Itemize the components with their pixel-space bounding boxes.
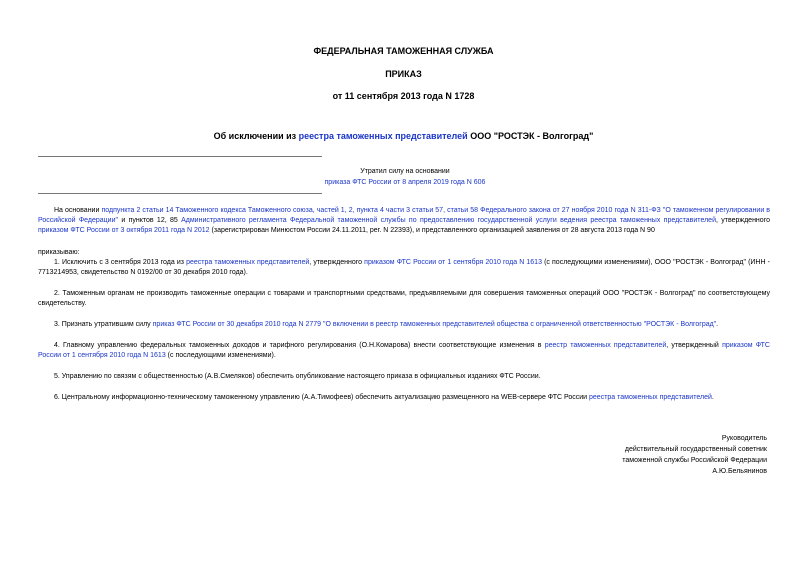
preamble-text-3: , утвержденного xyxy=(716,217,770,224)
item-1-text-1: 1. Исключить с 3 сентября 2013 года из xyxy=(54,259,187,266)
org-name: ФЕДЕРАЛЬНАЯ ТАМОЖЕННАЯ СЛУЖБА xyxy=(313,46,494,56)
lost-force-link[interactable]: приказа ФТС России от 8 апреля 2019 года N 606 xyxy=(324,179,486,186)
signature-block xyxy=(622,433,767,477)
item-1-registry-link[interactable]: реестра таможенных представителей xyxy=(186,259,310,266)
signature-position: Руководитель xyxy=(721,435,767,442)
item-5-text: 5. Управлению по связям с общественностью (А.В.Смеляков) обеспечить опубликование настоящего приказа в официальных изданиях ФТС России. xyxy=(54,373,541,380)
lost-force-note xyxy=(290,166,520,188)
order-2012-link[interactable]: приказом ФТС России от 3 октября 2011 года N 2012 xyxy=(38,227,210,234)
preamble xyxy=(38,206,770,236)
registry-link[interactable]: реестра таможенных представителей xyxy=(298,131,468,141)
item-6 xyxy=(38,393,770,403)
item-5 xyxy=(38,372,770,382)
item-3-text-2: . xyxy=(716,321,719,328)
divider-bottom xyxy=(38,193,322,194)
item-3-order-2779-link[interactable]: приказ ФТС России от 30 декабря 2010 года N 2779 "О включении в реестр таможенных представителей общества с ограниченной ответственностью "РОСТЭК - Волгоград" xyxy=(152,321,717,328)
doc-type: ПРИКАЗ xyxy=(385,69,422,79)
lost-force-text: Утратил силу на основании xyxy=(360,168,450,175)
item-4-text-3: (с последующими изменениями). xyxy=(165,352,276,359)
item-1-order-1613-link[interactable]: приказом ФТС России от 1 сентября 2010 года N 1613 xyxy=(364,259,542,266)
item-4-text-2: , утвержденный xyxy=(666,342,723,349)
doc-date-number: от 11 сентября 2013 года N 1728 xyxy=(332,91,475,101)
item-4-text-1: 4. Главному управлению федеральных таможенных доходов и тарифного регулирования (О.Н.Комарова) внести соответствующие изменения в xyxy=(54,342,545,349)
regulation-link[interactable]: Административного регламента Федеральной таможенной службы по предоставлению государственной услуги ведения реестра таможенных представителей xyxy=(181,217,716,224)
item-2 xyxy=(38,289,770,309)
signature-rank-1: действительный государственный советник xyxy=(624,446,767,453)
item-6-text-1: 6. Центральному информационно-техническому таможенному управлению (А.А.Тимофеев) обеспечить актуализацию размещенного на WEB-сервере ФТС России xyxy=(54,394,590,401)
item-3 xyxy=(38,320,770,330)
item-2-text: 2. Таможенным органам не производить таможенные операции с товарами и транспортными средствами, предъявляемыми для совершения таможенных операций ООО "РОСТЭК - Волгоград" по соответствующему свидетельству. xyxy=(38,290,770,307)
item-6-text-2: . xyxy=(711,394,714,401)
item-1-text-2: , утвержденного xyxy=(309,259,365,266)
item-3-text-1: 3. Признать утратившим силу xyxy=(54,321,153,328)
item-6-registry-link[interactable]: реестра таможенных представителей xyxy=(589,394,712,401)
item-4-registry-link[interactable]: реестр таможенных представителей xyxy=(544,342,667,349)
item-1-text-3: (с последующими изменениями), ООО "РОСТЭК - Волгоград" (ИНН - 7713214953, свидетельство N 0192/00 от 30 декабря 2010 года). xyxy=(38,259,770,276)
doc-title xyxy=(0,131,807,141)
signature-rank-2: таможенной службы Российской Федерации xyxy=(622,457,767,464)
law-link[interactable]: подпункта 2 статьи 14 Таможенного кодекса Таможенного союза, частей 1, 2, пункта 4 части 3 статьи 57, статьи 58 Федерального закона от 27 ноября 2010 года N 311-ФЗ "О таможенном регулировании в Российской Федерации" xyxy=(38,207,771,224)
item-4-order-1613-link[interactable]: приказом ФТС России от 1 сентября 2010 года N 1613 xyxy=(38,342,770,359)
preamble-text-4: (зарегистрирован Минюстом России 24.11.2011, рег. N 22393), и представленного организацией заявления от 28 августа 2013 года N 90 xyxy=(209,227,655,234)
doc-title-pre: Об исключении из xyxy=(213,131,299,141)
item-4 xyxy=(38,341,770,361)
doc-title-post: ООО "РОСТЭК - Волгоград" xyxy=(467,131,594,141)
order-word: приказываю: xyxy=(38,249,80,256)
preamble-text-1: На основании xyxy=(54,207,102,214)
preamble-text-2: и пунктов 12, 85 xyxy=(118,217,182,224)
divider-top xyxy=(38,156,322,157)
signature-name: А.Ю.Бельянинов xyxy=(712,468,767,475)
item-1 xyxy=(38,258,770,278)
